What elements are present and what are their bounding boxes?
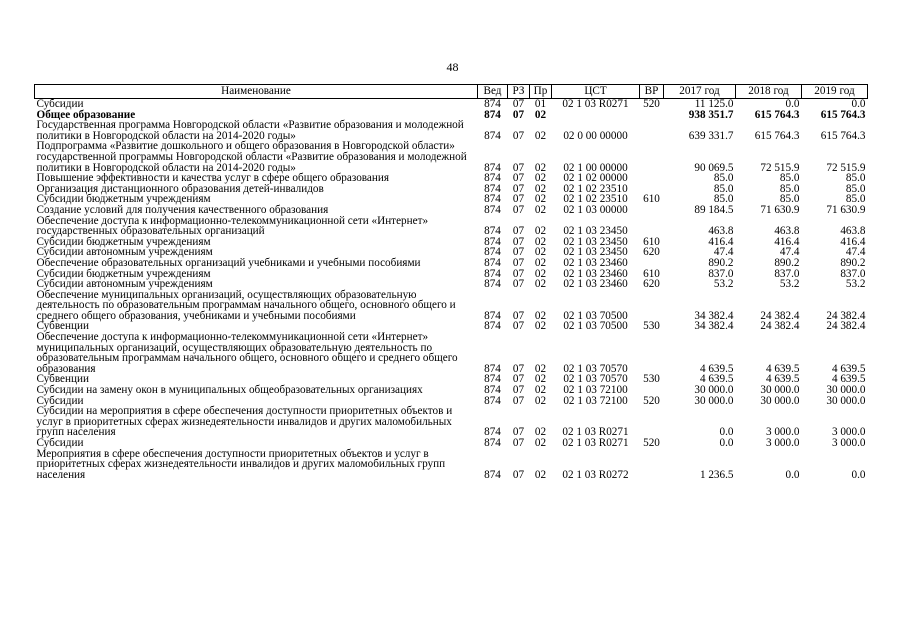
column-header-pr: Пр	[530, 85, 552, 99]
cell-ved: 874	[484, 437, 501, 449]
cell-2017: 34 382.4	[694, 320, 734, 333]
cell-cst: 02 1 03 23450	[563, 246, 628, 259]
cell-rz: 07	[512, 384, 525, 397]
cell-ved: 874	[484, 235, 501, 248]
column-header-2019: 2019 год	[802, 85, 868, 99]
cell-2019: 890.2	[840, 256, 866, 269]
cell-2019: 72 515.9	[826, 161, 866, 174]
cell-2018: 85.0	[779, 182, 800, 195]
cell-cst: 02 1 03 70570	[563, 373, 628, 386]
cell-2017: 85.0	[713, 193, 734, 206]
cell-vr: 530	[643, 373, 660, 386]
cell-name: Государственная программа Новгородской области «Развитие образования и молодежной политики в Новгородской области на 2014-2020 годы»	[36, 119, 464, 142]
cell-ved: 874	[484, 256, 501, 269]
cell-ved: 874	[484, 225, 501, 238]
cell-2019: 71 630.9	[826, 203, 866, 216]
cell-2017: 890.2	[708, 256, 734, 269]
cell-rz: 07	[512, 394, 525, 407]
table-row	[35, 258, 868, 269]
cell-ved: 874	[484, 468, 501, 481]
cell-2019: 837.0	[840, 267, 866, 280]
column-header-rz: РЗ	[508, 85, 530, 99]
cell-name: Субсидии на мероприятия в сфере обеспечения доступности приоритетных объектов и услуг в приоритетных сферах жизнедеятельности инвалидов и других маломобильных групп населения	[36, 405, 453, 439]
cell-rz: 07	[512, 373, 525, 386]
cell-rz: 07	[512, 129, 525, 142]
cell-rz: 07	[512, 309, 525, 322]
cell-cst: 02 1 03 R0271	[562, 426, 629, 439]
cell-pr: 02	[534, 320, 547, 333]
cell-cst: 02 1 03 23450	[563, 235, 628, 248]
cell-2019: 4 639.5	[831, 373, 866, 386]
cell-rz: 07	[512, 320, 525, 333]
cell-cst: 02 1 03 72100	[563, 384, 628, 397]
cell-ved: 874	[484, 203, 501, 216]
cell-2017: 11 125.0	[694, 98, 734, 110]
cell-name: Субсидии на замену окон в муниципальных общеобразовательных организациях	[36, 384, 423, 397]
cell-ved: 874	[484, 161, 501, 174]
cell-ved: 874	[484, 426, 501, 439]
cell-vr: 520	[643, 394, 660, 407]
cell-pr: 02	[534, 278, 547, 291]
cell-2019: 615 764.3	[820, 108, 866, 121]
cell-2019: 30 000.0	[826, 394, 866, 407]
cell-2018: 30 000.0	[760, 384, 800, 397]
cell-2017: 4 639.5	[699, 373, 734, 386]
cell-2017: 1 236.5	[699, 468, 734, 481]
cell-2018: 3 000.0	[765, 426, 800, 439]
cell-vr	[640, 290, 664, 322]
cell-rz: 07	[512, 468, 525, 481]
cell-name: Субсидии бюджетным учреждениям	[36, 235, 211, 248]
cell-2018: 4 639.5	[765, 362, 800, 375]
cell-name: Субсидии	[36, 437, 84, 449]
cell-cst: 02 1 02 23510	[563, 182, 628, 195]
cell-2017: 416.4	[708, 235, 734, 248]
cell-rz: 07	[512, 437, 525, 449]
cell-pr: 02	[534, 362, 547, 375]
cell-ved: 874	[484, 309, 501, 322]
cell-2017: 85.0	[713, 172, 734, 185]
cell-2018: 416.4	[774, 235, 800, 248]
cell-pr: 02	[534, 161, 547, 174]
cell-2017: 53.2	[713, 278, 734, 291]
cell-cst: 02 1 03 70500	[563, 309, 628, 322]
cell-vr: 610	[643, 267, 660, 280]
cell-vr: 610	[643, 235, 660, 248]
cell-vr	[640, 449, 664, 481]
cell-rz: 07	[512, 256, 525, 269]
cell-2018: 463.8	[774, 225, 800, 238]
cell-2019: 416.4	[840, 235, 866, 248]
cell-pr: 02	[534, 267, 547, 280]
cell-ved: 874	[484, 320, 501, 333]
cell-pr: 02	[534, 426, 547, 439]
cell-2019: 0.0	[851, 468, 866, 481]
table-row	[35, 385, 868, 396]
cell-ved: 874	[484, 246, 501, 259]
cell-name: Общее образование	[36, 108, 136, 121]
cell-2019: 24 382.4	[826, 320, 866, 333]
cell-cst: 02 1 03 R0271	[562, 98, 629, 110]
cell-2017: 0.0	[719, 426, 734, 439]
cell-name: Субвенции	[36, 373, 89, 386]
table-row	[35, 332, 868, 374]
cell-rz: 07	[512, 193, 525, 206]
cell-2019: 53.2	[845, 278, 866, 291]
table-header-row	[35, 85, 868, 99]
cell-2018: 85.0	[779, 172, 800, 185]
cell-rz: 07	[512, 161, 525, 174]
column-header-cst: ЦСТ	[552, 85, 640, 99]
column-header-2018: 2018 год	[736, 85, 802, 99]
cell-2018: 24 382.4	[760, 309, 800, 322]
cell-pr: 01	[534, 98, 547, 110]
cell-2018: 30 000.0	[760, 394, 800, 407]
column-header-vr: ВР	[640, 85, 664, 99]
cell-2018: 71 630.9	[760, 203, 800, 216]
table-row	[35, 99, 868, 110]
cell-vr	[640, 110, 664, 121]
cell-rz: 07	[512, 235, 525, 248]
cell-cst: 02 1 03 00000	[563, 203, 628, 216]
cell-rz: 07	[512, 98, 525, 110]
column-header-2017: 2017 год	[664, 85, 736, 99]
cell-pr: 02	[534, 193, 547, 206]
cell-name: Субсидии бюджетным учреждениям	[36, 193, 211, 206]
cell-2019: 3 000.0	[831, 426, 866, 439]
budget-table	[34, 84, 868, 480]
cell-2019: 3 000.0	[831, 437, 866, 449]
cell-cst: 02 1 03 70500	[563, 320, 628, 333]
cell-vr	[640, 406, 664, 438]
cell-2019: 463.8	[840, 225, 866, 238]
cell-2019: 30 000.0	[826, 384, 866, 397]
cell-2018: 53.2	[779, 278, 800, 291]
cell-vr: 530	[643, 320, 660, 333]
cell-rz: 07	[512, 278, 525, 291]
cell-2018: 0.0	[785, 468, 800, 481]
cell-ved: 874	[484, 193, 501, 206]
cell-vr: 520	[643, 437, 660, 449]
cell-cst: 02 1 03 23460	[563, 278, 628, 291]
cell-name: Обеспечение образовательных организаций учебниками и учебными пособиями	[36, 256, 421, 269]
cell-2017: 0.0	[719, 437, 734, 449]
cell-cst: 02 1 03 23460	[563, 256, 628, 269]
cell-ved: 874	[484, 172, 501, 185]
cell-cst: 02 1 03 70570	[563, 362, 628, 375]
cell-pr: 02	[534, 108, 547, 121]
cell-2018: 837.0	[774, 267, 800, 280]
cell-2018: 615 764.3	[754, 108, 800, 121]
cell-2019: 4 639.5	[831, 362, 866, 375]
cell-pr: 02	[534, 203, 547, 216]
cell-vr	[640, 258, 664, 269]
cell-ved: 874	[484, 362, 501, 375]
cell-cst	[552, 110, 640, 121]
cell-pr: 02	[534, 129, 547, 142]
cell-cst: 02 1 02 00000	[563, 172, 628, 185]
cell-cst: 02 1 03 23450	[563, 225, 628, 238]
cell-name: Обеспечение доступа к информационно-телекоммуникационной сети «Интернет» государственных образовательных организаций	[36, 214, 429, 238]
cell-name: Субсидии	[36, 394, 84, 407]
table-row	[35, 438, 868, 449]
cell-rz: 07	[512, 172, 525, 185]
cell-2017: 90 069.5	[694, 161, 734, 174]
cell-ved: 874	[484, 182, 501, 195]
cell-pr: 02	[534, 235, 547, 248]
cell-name: Повышение эффективности и качества услуг в сфере общего образования	[36, 172, 390, 185]
cell-rz: 07	[512, 108, 525, 121]
cell-name: Субсидии	[36, 98, 84, 110]
cell-pr: 02	[534, 172, 547, 185]
cell-name: Создание условий для получения качественного образования	[36, 203, 329, 216]
page-number: 48	[446, 60, 459, 74]
cell-2019: 24 382.4	[826, 309, 866, 322]
cell-pr: 02	[534, 309, 547, 322]
table-row	[35, 141, 868, 173]
cell-name: Обеспечение муниципальных организаций, осуществляющих образовательную деятельность по образовательным программам начального общего, основного общего и среднего общего образования, учебниками и учебными пособиями	[36, 288, 456, 322]
cell-vr	[640, 173, 664, 184]
cell-2018: 24 382.4	[760, 320, 800, 333]
cell-2019: 85.0	[845, 172, 866, 185]
cell-2017: 30 000.0	[694, 394, 734, 407]
column-header-ved: Вед	[478, 85, 508, 99]
cell-2019: 0.0	[851, 98, 866, 110]
cell-2018: 85.0	[779, 193, 800, 206]
cell-2017: 639 331.7	[688, 129, 734, 142]
cell-ved: 874	[484, 384, 501, 397]
cell-2019: 85.0	[845, 193, 866, 206]
cell-vr: 620	[643, 278, 660, 291]
cell-vr	[640, 141, 664, 173]
cell-name: Субсидии бюджетным учреждениям	[36, 267, 211, 280]
cell-pr: 02	[534, 394, 547, 407]
cell-2019: 47.4	[845, 246, 866, 259]
cell-2018: 0.0	[785, 98, 800, 110]
cell-cst: 02 1 02 23510	[563, 193, 628, 206]
table-body	[35, 99, 868, 481]
cell-rz: 07	[512, 267, 525, 280]
cell-rz: 07	[512, 225, 525, 238]
table-row	[35, 449, 868, 481]
column-header-name: Наименование	[35, 85, 478, 99]
cell-2019: 85.0	[845, 182, 866, 195]
cell-2017: 463.8	[708, 225, 734, 238]
cell-2017: 85.0	[713, 182, 734, 195]
cell-vr: 610	[643, 193, 660, 206]
cell-2017: 30 000.0	[694, 384, 734, 397]
cell-2017: 89 184.5	[694, 203, 734, 216]
cell-rz: 07	[512, 182, 525, 195]
cell-vr	[640, 332, 664, 374]
cell-2017: 837.0	[708, 267, 734, 280]
cell-pr: 02	[534, 437, 547, 449]
cell-pr: 02	[534, 246, 547, 259]
cell-cst: 02 1 00 00000	[563, 161, 628, 174]
cell-pr: 02	[534, 182, 547, 195]
cell-ved: 874	[484, 278, 501, 291]
cell-vr	[640, 120, 664, 141]
cell-cst: 02 1 03 23460	[563, 267, 628, 280]
cell-2018: 4 639.5	[765, 373, 800, 386]
cell-ved: 874	[484, 267, 501, 280]
cell-cst: 02 1 03 72100	[563, 394, 628, 407]
table-row	[35, 216, 868, 237]
cell-rz: 07	[512, 426, 525, 439]
cell-2017: 938 351.7	[688, 108, 734, 121]
cell-vr: 520	[643, 98, 660, 110]
cell-2018: 890.2	[774, 256, 800, 269]
cell-pr: 02	[534, 468, 547, 481]
cell-pr: 02	[534, 384, 547, 397]
cell-ved: 874	[484, 129, 501, 142]
cell-name: Обеспечение доступа к информационно-телекоммуникационной сети «Интернет» муниципальных организаций, осуществляющих образовательную деятельность по образовательным программам начального общего, основного общего и среднего общего образования	[36, 331, 458, 375]
cell-name: Субсидии автономным учреждениям	[36, 278, 213, 291]
cell-name: Субсидии автономным учреждениям	[36, 246, 213, 259]
cell-ved: 874	[484, 98, 501, 110]
cell-cst: 02 1 03 R0271	[562, 437, 629, 449]
cell-cst: 02 0 00 00000	[563, 129, 628, 142]
cell-2018: 3 000.0	[765, 437, 800, 449]
cell-vr	[640, 216, 664, 237]
cell-2018: 72 515.9	[760, 161, 800, 174]
cell-rz: 07	[512, 362, 525, 375]
cell-vr	[640, 205, 664, 216]
cell-2017: 4 639.5	[699, 362, 734, 375]
cell-rz: 07	[512, 246, 525, 259]
cell-name: Подпрограмма «Развитие дошкольного и общего образования в Новгородской области» государственной программы Новгородской области «Развитие образования и молодежной политики в Новгородской области на 2014-2020 годы»	[36, 140, 467, 174]
cell-name: Мероприятия в сфере обеспечения доступности приоритетных объектов и услуг в приоритетных сферах жизнедеятельности инвалидов и других маломобильных групп населения	[36, 447, 446, 481]
cell-rz: 07	[512, 203, 525, 216]
cell-vr: 620	[643, 246, 660, 259]
cell-pr: 02	[534, 225, 547, 238]
cell-2017: 47.4	[713, 246, 734, 259]
cell-name: Организация дистанционного образования детей-инвалидов	[36, 182, 324, 195]
cell-pr: 02	[534, 373, 547, 386]
cell-2018: 615 764.3	[754, 129, 800, 142]
cell-ved: 874	[484, 394, 501, 407]
cell-2019: 615 764.3	[820, 129, 866, 142]
cell-ved: 874	[484, 373, 501, 386]
table-row	[35, 406, 868, 438]
table-row	[35, 120, 868, 141]
cell-ved: 874	[484, 108, 501, 121]
cell-2017: 34 382.4	[694, 309, 734, 322]
table-row	[35, 205, 868, 216]
cell-cst: 02 1 03 R0272	[562, 468, 629, 481]
cell-2018: 47.4	[779, 246, 800, 259]
cell-pr: 02	[534, 256, 547, 269]
cell-name: Субвенции	[36, 320, 89, 333]
table-row	[35, 290, 868, 322]
